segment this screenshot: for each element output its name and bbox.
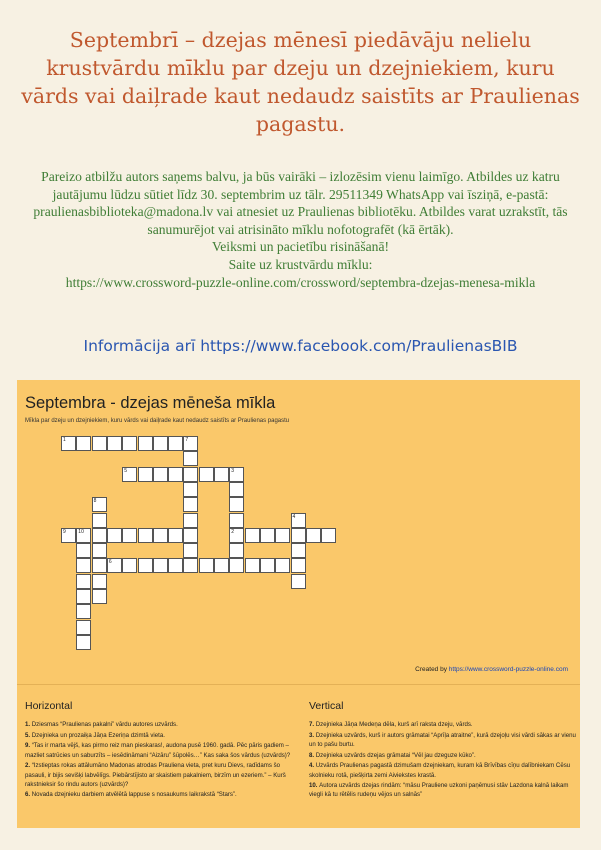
horizontal-clue xyxy=(25,761,293,789)
clue-number: 9. xyxy=(25,742,32,750)
credit-link[interactable]: https://www.crossword-puzzle-online.com xyxy=(448,666,568,673)
crossword-cell[interactable] xyxy=(229,543,244,558)
cell-number: 8 xyxy=(93,498,97,505)
crossword-cell[interactable] xyxy=(92,513,107,528)
crossword-cell[interactable] xyxy=(229,528,244,543)
facebook-info[interactable]: Informācija arī https://www.facebook.com/PraulienasBIB xyxy=(83,337,518,355)
crossword-cell[interactable] xyxy=(107,528,122,543)
crossword-cell[interactable] xyxy=(138,558,153,573)
crossword-cell[interactable] xyxy=(122,558,137,573)
crossword-cell[interactable] xyxy=(291,543,306,558)
vertical-clue xyxy=(309,761,577,779)
crossword-cell[interactable] xyxy=(107,558,122,573)
cell-number: 3 xyxy=(231,467,235,474)
crossword-cell[interactable] xyxy=(153,467,168,482)
info-link-label: Saite uz krustvārdu mīklu: xyxy=(228,256,373,272)
clue-text: “Tas ir marta vējš, kas pirmo reiz man pieskaras!, audona pusē 1960. gadā. Pēc pāris gadiem – mazliet satrūcies un saburzīts – iesēdināmani “Aizāru” šūpolēs…” Kas saka šos vārdus (uzvārds)? xyxy=(25,742,291,759)
vertical-clues xyxy=(309,700,577,801)
crossword-cell[interactable] xyxy=(245,528,260,543)
crossword-cell[interactable] xyxy=(291,574,306,589)
crossword-cell[interactable] xyxy=(76,635,91,650)
horizontal-title: Horizontal xyxy=(25,700,73,712)
crossword-cell[interactable] xyxy=(92,574,107,589)
vertical-clue xyxy=(309,751,577,760)
clue-text: Dzejnieka Jāņa Medeņa dēla, kurš arī raksta dzeju, vārds. xyxy=(315,721,473,728)
crossword-cell[interactable] xyxy=(92,558,107,573)
horizontal-clues xyxy=(25,700,293,801)
crossword-subtitle: Mīkla par dzeju un dzejniekiem, kuru vārds vai daiļrade kaut nedaudz saistīts ar Praulienas pagastu xyxy=(25,418,290,424)
crossword-cell[interactable] xyxy=(153,436,168,451)
crossword-cell[interactable] xyxy=(92,543,107,558)
crossword-cell[interactable] xyxy=(138,528,153,543)
crossword-cell[interactable] xyxy=(199,558,214,573)
crossword-cell[interactable] xyxy=(275,528,290,543)
info-luck: Veiksmi un pacietību risināšanā! xyxy=(211,239,390,255)
clue-number: 10. xyxy=(309,782,320,790)
cell-number: 2 xyxy=(231,528,235,535)
crossword-cell[interactable] xyxy=(76,543,91,558)
crossword-cell[interactable] xyxy=(168,528,183,543)
crossword-cell[interactable] xyxy=(183,467,198,482)
vertical-clue xyxy=(309,781,577,799)
divider xyxy=(17,684,580,685)
clue-number: 7. xyxy=(309,721,316,728)
crossword-cell[interactable] xyxy=(138,467,153,482)
crossword-cell[interactable] xyxy=(168,436,183,451)
clue-text: Autora uzvārds dzejas rindām: “māsu Prauliene uzkoni paņēmusi stāv Lazdona kalnā laikam viegli kā tu rētēlis rudeņu vējos un salnās” xyxy=(309,782,569,799)
clue-text: Dziesmas “Praulienas pakalni” vārdu autores uzvārds. xyxy=(31,721,178,728)
crossword-cell[interactable] xyxy=(61,436,76,451)
cell-number: 6 xyxy=(108,559,112,566)
clue-text: Dzejnieka uzvārds, kurš ir autors grāmatai “Aprīļa atraitne”, kurā dzejoļu visi vārdi sākas ar vienu un to pašu burtu. xyxy=(309,731,576,748)
cell-number: 9 xyxy=(63,528,66,535)
credit-prefix: Created by xyxy=(415,666,447,673)
clue-text: “Izstieptas rokas attālumāno Madonas atrodas Praulienа vieta, pret kuru Dievs, radīdams šo pasauli, ir bijis sevišķi labvēlīgs. Piebārstījisto ar skaistiem pakalniem, birzīm un ezeriem.” – Kurš rakstnieksir šo rindu autors (uzvārds)? xyxy=(25,762,286,788)
clue-number: 8. xyxy=(309,751,316,759)
crossword-cell[interactable] xyxy=(260,558,275,573)
vertical-clue xyxy=(309,731,577,749)
cell-number: 5 xyxy=(124,467,127,474)
crossword-cell[interactable] xyxy=(76,558,91,573)
crossword-cell[interactable] xyxy=(229,467,244,482)
info-paragraph: Pareizo atbilžu autors saņems balvu, ja būs vairāki – izlozēsim vienu laimīgo. Atbildes uz katru jautājumu lūdzu sūtiet līdz 30. septembrim uz tālr. 29511349 WhatsApp vai īsziņā, e-pastā: praulienasbiblioteka@madona.lv vai atnesiet uz Praulienas bibliotēku. Atbildes varat uzrakstīt, tās sanumurējot vai atrisināto mīklu nofotografēt (kā ērtāk). xyxy=(33,169,568,237)
clue-text: Novada dzejnieku darbiem atvēlētā lappuse s nosaukums laikrakstā “Stars”. xyxy=(31,791,237,799)
crossword-cell[interactable] xyxy=(168,558,183,573)
cell-number: 7 xyxy=(185,437,189,443)
crossword-cell[interactable] xyxy=(199,467,214,482)
crossword-cell[interactable] xyxy=(76,620,91,635)
headline: Septembrī – dzejas mēnesī piedāvāju nelielu krustvārdu mīklu par dzeju un dzejniekiem, kuru vārds vai daiļrade kaut nedaudz saistīts ar Praulienas pagastu. xyxy=(21,28,580,136)
crossword-cell[interactable] xyxy=(168,467,183,482)
crossword-link[interactable]: https://www.crossword-puzzle-online.com/crossword/septembra-dzejas-menesa-mikla xyxy=(65,274,536,290)
crossword-cell[interactable] xyxy=(122,467,137,482)
clue-number: 5. xyxy=(25,731,32,739)
clue-number: 1. xyxy=(25,721,32,728)
crossword-cell[interactable] xyxy=(291,558,306,573)
vertical-list xyxy=(309,720,577,800)
crossword-cell[interactable] xyxy=(291,528,306,543)
crossword-cell[interactable] xyxy=(245,558,260,573)
crossword-cell[interactable] xyxy=(92,589,107,604)
vertical-clue xyxy=(309,720,577,729)
crossword-cell[interactable] xyxy=(183,558,198,573)
horizontal-clue xyxy=(25,731,293,740)
crossword-cell[interactable] xyxy=(107,436,122,451)
crossword-cell[interactable] xyxy=(122,436,137,451)
crossword-cell[interactable] xyxy=(183,513,198,528)
crossword-cell[interactable] xyxy=(214,467,229,482)
crossword-cell[interactable] xyxy=(291,513,306,528)
crossword-cell[interactable] xyxy=(183,528,198,543)
cell-number: 4 xyxy=(292,513,296,520)
cell-number: 1 xyxy=(63,437,66,443)
crossword-cell[interactable] xyxy=(183,497,198,512)
crossword-cell[interactable] xyxy=(229,558,244,573)
crossword-cell[interactable] xyxy=(76,589,91,604)
crossword-title: Septembra - dzejas mēneša mīkla xyxy=(25,394,276,412)
crossword-cell[interactable] xyxy=(183,436,198,451)
crossword-cell[interactable] xyxy=(122,528,137,543)
crossword-cell[interactable] xyxy=(214,558,229,573)
crossword-cell[interactable] xyxy=(275,558,290,573)
clue-number: 3. xyxy=(309,731,316,739)
crossword-cell[interactable] xyxy=(229,482,244,497)
crossword-cell[interactable] xyxy=(229,513,244,528)
horizontal-clue xyxy=(25,790,293,799)
crossword-cell[interactable] xyxy=(153,558,168,573)
horizontal-clue xyxy=(25,741,293,759)
crossword-cell[interactable] xyxy=(61,528,76,543)
vertical-title: Vertical xyxy=(309,700,344,712)
crossword-cell[interactable] xyxy=(138,436,153,451)
horizontal-clue xyxy=(25,720,293,729)
crossword-cell[interactable] xyxy=(153,528,168,543)
horizontal-list xyxy=(25,720,293,800)
crossword-cell[interactable] xyxy=(76,574,91,589)
crossword-cell[interactable] xyxy=(92,528,107,543)
clue-text: Dzejnieka uzvārds dzejas grāmatai “Vēl jau dzeguze kūko”. xyxy=(315,751,476,759)
crossword-cell[interactable] xyxy=(92,436,107,451)
crossword-cell[interactable] xyxy=(321,528,336,543)
crossword-cell[interactable] xyxy=(76,604,91,619)
clue-text: Dzejnieka un prozaiķa Jāņa Ezeriņa dzimtā vieta. xyxy=(31,731,165,739)
clue-number: 4. xyxy=(309,762,316,770)
cell-number: 10 xyxy=(78,528,84,535)
crossword-cell[interactable] xyxy=(183,482,198,497)
clue-number: 2. xyxy=(25,762,32,770)
crossword-cell[interactable] xyxy=(260,528,275,543)
credit xyxy=(415,666,568,673)
crossword-cell[interactable] xyxy=(229,497,244,512)
crossword-cell[interactable] xyxy=(92,497,107,512)
crossword-cell[interactable] xyxy=(76,436,91,451)
clue-text: Uzvārds Praulienas pagastā dzimušam dzejniekam, kuram kā Brīvības cīņu dalībniekam Cēsu skolnieku rotā, piešķirta zemi Aiviekstes krastā. xyxy=(309,762,571,779)
clue-number: 6. xyxy=(25,791,32,799)
crossword-cell[interactable] xyxy=(76,528,91,543)
crossword-cell[interactable] xyxy=(183,451,198,466)
crossword-cell[interactable] xyxy=(183,543,198,558)
crossword-panel xyxy=(17,380,580,828)
crossword-grid xyxy=(17,380,580,680)
info-block xyxy=(22,168,579,291)
crossword-cell[interactable] xyxy=(306,528,321,543)
